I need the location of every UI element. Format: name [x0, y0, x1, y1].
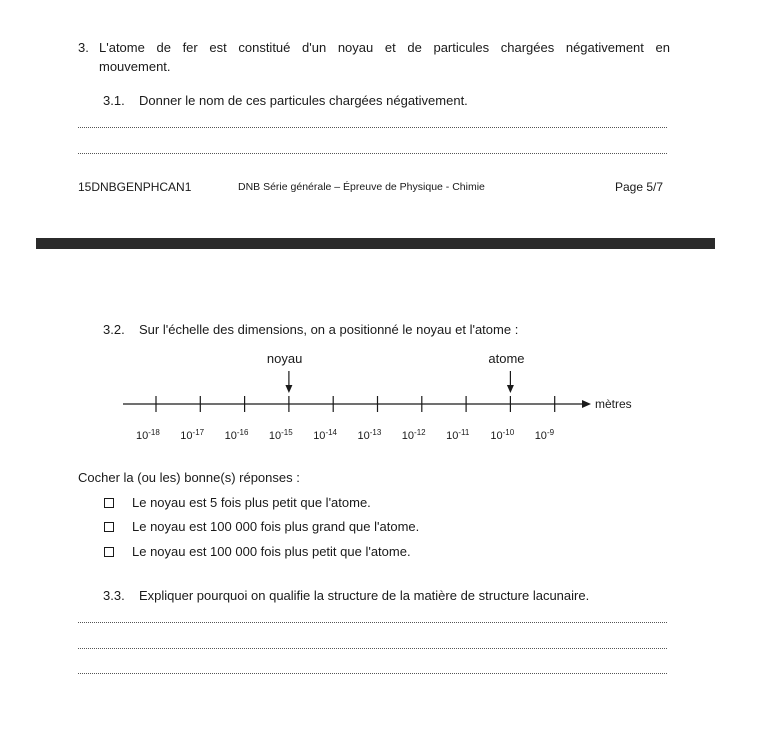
marker-arrowhead-atome — [507, 385, 514, 393]
footer-page-number: Page 5/7 — [615, 180, 664, 194]
scale-tick-label: $10^{-14}$ — [313, 428, 337, 442]
choices-instruction: Cocher la (ou les) bonne(s) réponses : — [78, 470, 300, 485]
question-3-2-text: Sur l'échelle des dimensions, on a positionné le noyau et l'atome : — [139, 322, 519, 337]
scale-tick-label: $10^{-9}$ — [534, 428, 555, 442]
answer-line-3-3-a[interactable] — [78, 622, 667, 623]
marker-label-atome: atome — [488, 351, 525, 366]
answer-line-3-3-c[interactable] — [78, 673, 667, 674]
choice-1-checkbox[interactable] — [104, 498, 114, 508]
question-3-3-text: Expliquer pourquoi on qualifie la structure de la matière de structure lacunaire. — [139, 588, 590, 603]
question-3-number: 3. — [78, 40, 89, 55]
footer-code: 15DNBGENPHCAN1 — [78, 180, 192, 194]
question-3-3-number: 3.3. — [103, 588, 125, 603]
choice-1-label: Le noyau est 5 fois plus petit que l'atome. — [132, 495, 371, 510]
scale-tick-label: $10^{-12}$ — [401, 428, 426, 442]
marker-arrowhead-noyau — [285, 385, 292, 393]
scale-tick-label: $10^{-10}$ — [490, 428, 515, 442]
question-3-text-line2: mouvement. — [99, 59, 171, 74]
scale-tick-label: $10^{-11}$ — [446, 428, 470, 442]
choice-3-checkbox[interactable] — [104, 547, 114, 557]
question-3-1-number: 3.1. — [103, 93, 125, 108]
question-3-2-number: 3.2. — [103, 322, 125, 337]
choice-2-label: Le noyau est 100 000 fois plus grand que l'atome. — [132, 519, 420, 534]
scale-tick-label: $10^{-17}$ — [180, 428, 205, 442]
choice-2-checkbox[interactable] — [104, 522, 114, 532]
scale-tick-label: $10^{-15}$ — [268, 428, 293, 442]
question-3-text-line1: L'atome de fer est constitué d'un noyau et de particules chargées négativement en — [99, 40, 670, 55]
scale-tick-label: $10^{-18}$ — [136, 428, 160, 442]
footer-title: DNB Série générale – Épreuve de Physique - Chimie — [238, 181, 485, 193]
scale-tick-label: $10^{-16}$ — [224, 428, 249, 442]
scale-tick-label: $10^{-13}$ — [357, 428, 382, 442]
scale-unit-label: mètres — [595, 397, 632, 411]
question-3-1-text: Donner le nom de ces particules chargées négativement. — [139, 93, 468, 108]
answer-line-3-3-b[interactable] — [78, 648, 667, 649]
marker-label-noyau: noyau — [266, 351, 303, 366]
scale-axis-arrowhead — [582, 400, 591, 408]
choice-3-label: Le noyau est 100 000 fois plus petit que l'atome. — [132, 544, 411, 559]
